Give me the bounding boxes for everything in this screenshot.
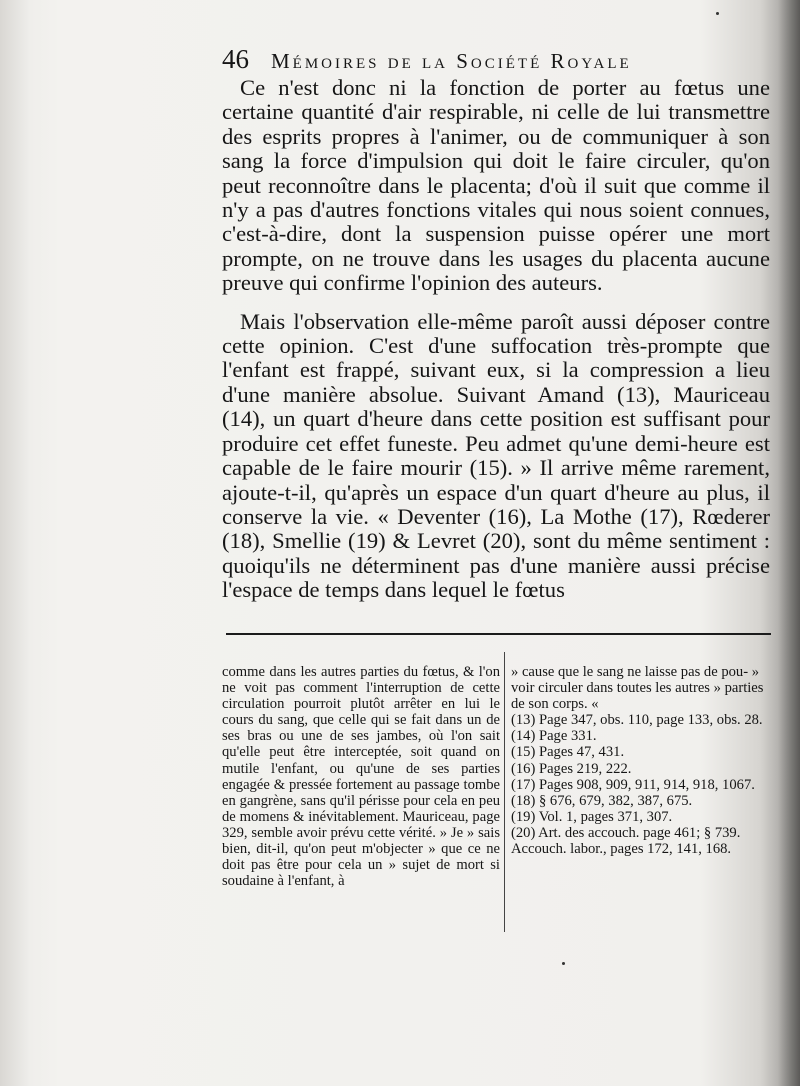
- footnote-17: (17) Pages 908, 909, 911, 914, 918, 1067.: [511, 776, 755, 793]
- ink-speck: [716, 12, 719, 15]
- footnote-19: (19) Vol. 1, pages 371, 307.: [511, 808, 673, 825]
- footnote-rule: [226, 633, 771, 635]
- footnote-14: (14) Page 331.: [511, 728, 597, 745]
- footnote-15: (15) Pages 47, 431.: [511, 744, 625, 761]
- footnote-quote-end: » cause que le sang ne laisse pas de pou- » voir circuler dans toutes les autres » parties de son corps. «: [511, 664, 764, 713]
- running-title: Mémoires de la Société Royale: [271, 49, 632, 73]
- page-number: 46: [222, 44, 249, 74]
- page-header: [222, 44, 742, 75]
- footnote-16: (16) Pages 219, 222.: [511, 760, 632, 777]
- footnotes-left-column: [222, 664, 500, 889]
- footnote-20: (20) Art. des accouch. page 461; § 739. Accouch. labor., pages 172, 141, 168.: [511, 824, 741, 858]
- footnotes-right-column: [511, 664, 773, 857]
- paragraph-2: Mais l'observation elle-même paroît aussi déposer contre cette opinion. C'est d'une suffocation très-prompte que l'enfant est frappé, suivant eux, si la compression a lieu d'une manière absolue. Suivant Amand (13), Mauriceau (14), un quart d'heure dans cette position est suffisant pour produire cet effet funeste. Peu admet qu'une demi-heure est capable de le faire mourir (15). » Il arrive même rarement, ajoute-t-il, qu'après un espace d'un quart d'heure au plus, il conserve la vie. « Deventer (16), La Mothe (17), Rœderer (18), Smellie (19) & Levret (20), sont du même sentiment : quoiqu'ils ne déterminent pas d'une manière aussi précise l'espace de temps dans lequel le fœtus: [222, 308, 770, 603]
- footnote-18: (18) § 676, 679, 382, 387, 675.: [511, 792, 693, 809]
- main-text: [222, 76, 770, 603]
- paragraph-1: Ce n'est donc ni la fonction de porter au fœtus une certaine quantité d'air respirable, ni celle de lui transmettre des esprits propres à l'animer, ou de communiquer à son sang la force d'impulsion qui doit le faire circuler, qu'on peut reconnoître dans le placenta; d'où il suit que comme il n'y a pas d'autres fonctions vitales qui nous soient connues, c'est-à-dire, dont la suspension puisse opérer une mort prompte, on ne trouve dans les usages du placenta aucune preuve qui confirme l'opinion des auteurs.: [222, 75, 770, 296]
- footnote-continuation: comme dans les autres parties du fœtus, & l'on ne voit pas comment l'interruption de cette circulation pourroit plutôt arrêter en lui le cours du sang, que celle qui se fait dans un de ses bras ou une de ses jambes, où l'on sait qu'elle peut être interceptée, soit quand on mutile l'enfant, ou qu'une de ses parties engagée & pressée fortement au passage tombe en gangrène, sans qu'il périsse pour cela en peu de momens & inévitablement. Mauriceau, page 329, semble avoir prévu cette vérité. » Je » sais bien, dit-il, qu'on peut m'objecter » que ce ne doit pas être pour cela un » sujet de mort si soudaine à l'enfant, à: [222, 664, 500, 890]
- column-divider: [504, 652, 505, 932]
- page-edge-shadow: [778, 0, 800, 1086]
- footnote-13: (13) Page 347, obs. 110, page 133, obs. 28.: [511, 712, 763, 729]
- ink-speck: [562, 962, 565, 965]
